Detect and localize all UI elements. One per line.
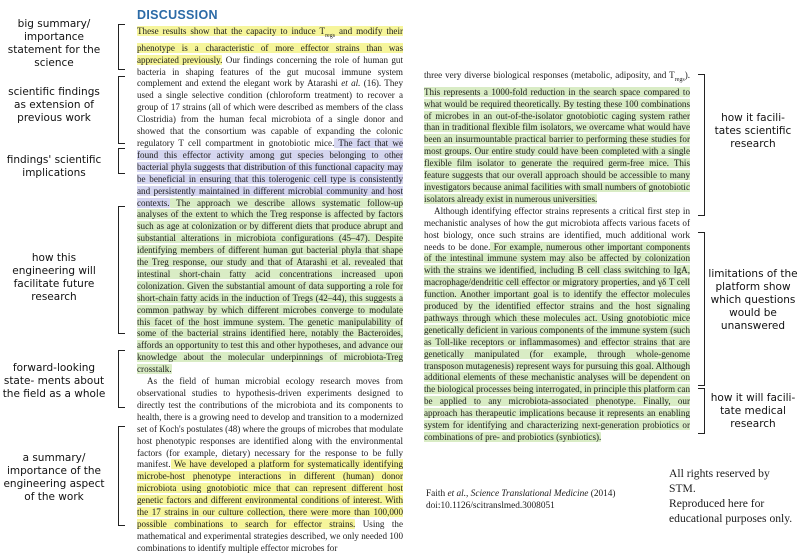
continued-text: three very diverse biological responses (metabolic, adiposity, and T xyxy=(424,70,675,80)
citation-journal: , Science Translational Medicine xyxy=(466,489,589,499)
annotation-limitations: limitations of the platform show which questions would be unanswered xyxy=(708,268,798,332)
citation-line xyxy=(426,488,666,500)
bracket xyxy=(118,350,125,408)
citation-credit xyxy=(426,488,666,512)
bracket xyxy=(698,74,705,216)
bracket xyxy=(698,388,705,434)
text-column-left xyxy=(137,26,403,555)
previous-work-text-cont: (16). They used a single selective condition (chloroform treatment) to recover a group of 17 strains (all of which were described as members of the class Clostridia) from the human fecal microbiota of a single donor and showed that the consortium was capable of expanding the colonic regulatory T cell compartment in gnotobiotic mice. xyxy=(137,78,403,148)
annotation-extension-previous-work: scientific findings as extension of previous work xyxy=(8,86,100,124)
text-column-right xyxy=(424,70,690,444)
paragraph xyxy=(424,206,690,444)
future-research-text: The approach we describe allows systematic follow-up analyses of the extent to which the Treg response is affected by factors such as age at colonization or by different diets that produce abrupt and substantial alterations in microbiota configurations (45–47). Despite identifying members of different human gut bacterial phyla that shape the Treg response, our study and that of Atarashi et al. revealed that intestinal short-chain fatty acid concentrations increased upon colonization. Given the substantial amount of data supporting a role for short-chain fatty acids in the induction of Tregs (42–44), this suggests a common pathway by which different microbes converge to modulate this facet of the host immune system. The genetic manipulability of some of the bacterial strains identified here, notably the Bacteroides, affords an opportunity to test this and other hypotheses, and advance our knowledge about the molecular underpinnings of microbiota-Treg crosstalk. xyxy=(137,197,403,375)
rights-line: All rights reserved by STM. xyxy=(669,467,770,495)
summary-statement-cont: and modify their phenotype is a characteristic of more effector strains than was appreciated previously. xyxy=(137,26,403,65)
annotation-engineering-summary: a summary/ importance of the engineering aspect of the work xyxy=(3,452,105,503)
paragraph-tail: Using the mathematical and experimental strategies described, we only needed 100 combinations to identify multiple effector microbes for xyxy=(137,518,403,553)
bracket xyxy=(118,148,125,174)
annotation-medical-research: how it will facili- tate medical research xyxy=(710,392,796,430)
annotation-facilitates-research: how it facili- tates scientific research xyxy=(714,112,792,150)
subscript: regs xyxy=(325,32,336,39)
continued-text-end: ). xyxy=(684,70,690,80)
bracket xyxy=(118,426,125,526)
rights-notice xyxy=(669,466,799,526)
annotation-facilitate-future-research: how this engineering will facilitate future research xyxy=(12,252,96,303)
citation-authors: Faith xyxy=(426,489,448,499)
engineering-summary-text: We have developed a platform for systematically identifying microbe-host phenotype interactions in different (human) donor microbiota using gnotobiotic mice that can represent different host genetic factors and different environmental conditions of interest. With the 17 strains in our culture collection, there were more than 100,000 possible combinations to search for effector strains. xyxy=(137,459,403,529)
section-heading: DISCUSSION xyxy=(137,8,218,22)
forward-looking-text: As the field of human microbial ecology research moves from observational studies to hypothesis-driven experiments designed to directly test the contributions of the microbiota and its components to health, there is a growing need to develop and transition to a modernized set of Koch's postulates (48) where the groups of microbes that modulate host phenotypic responses are identified along with the environmental factors (for example, dietary) necessary for the response to be fully manifest. xyxy=(137,376,403,470)
citation-etal: et al. xyxy=(447,489,467,499)
bracket xyxy=(118,76,125,144)
limitations-text: For example, numerous other important components of the intestinal immune system may also be affected by colonization with the strains we identified, including B cell class switching to IgA, macrophage/dendritic cell effector or migratory properties, and γδ T cell function. Another important goal is to identify the effector molecules produced by the identified effector strains and the host signaling pathways through which these molecules act. Using gnotobiotic mice genetically deficient in various components of the immune system (such as Toll-like receptors or inflammasomes) and effector strains that are genetically manipulated (for example, through whole-genome transposon mutagenesis) represent ways for pursuing this goal. Although additional elements of these mechanistic analyses will be dependent on the biological processes being interrogated, in principle this platform can be applied to any microbiota-associated phenotype. Finally, our approach has therapeutic implications because it represents an enabling system for identifying and characterizing next-generation probiotics or combinations of pre- and probiotics (synbiotics). xyxy=(424,241,690,442)
bracket xyxy=(118,24,125,70)
annotation-forward-looking: forward-looking state- ments about the field as a whole xyxy=(2,362,106,400)
previous-work-text: Our findings concerning the role of human gut bacteria in shaping features of the gut mucosal immune system complement and extend the elegant work by Atarashi xyxy=(137,54,404,89)
rights-line: educational purposes only. xyxy=(669,512,793,525)
citation-doi: doi:10.1126/scitranslmed.3008051 xyxy=(426,501,555,511)
subscript: regs xyxy=(674,76,685,83)
implications-text: The fact that we found this effector activity among gut species belonging to other bacterial phyla suggests that distribution of this functional capacity may be beneficial in ensuring that this tolerogenic cell type is consistently and persistently maintained in different microbial community and host contexts. xyxy=(137,137,403,208)
facilitates-research-text: This represents a 1000-fold reduction in the search space compared to what would be required theoretically. By testing these 100 combinations of microbes in an out-of-the-isolator gnotobiotic caging system rather than in traditional flexible film isolators, we overcame what would have been an insurmountable practical barrier to performing these studies for most groups. Our entire study could have been completed with a single flexible film isolator to generate the required germ-free mice. This feature suggests that our overall approach should be accessible to many investigators because animal facilities with small numbers of gnotobiotic isolators already exist in numerous universities. xyxy=(424,86,690,204)
bracket xyxy=(118,206,125,334)
summary-statement: These results show that the capacity to induce T xyxy=(137,26,326,36)
et-al: et al. xyxy=(341,78,361,89)
limitations-intro: Although identifying effector strains represents a critical first step in mechanistic analyses of how the gut microbiota affects various facets of host biology, once such strains are identified, much additional work needs to be done. xyxy=(424,205,690,252)
annotation-scientific-implications: findings' scientific implications xyxy=(6,154,102,179)
bracket xyxy=(698,232,705,386)
paragraph xyxy=(424,70,690,206)
paragraph xyxy=(137,376,403,555)
rights-line: Reproduced here for xyxy=(669,497,765,510)
citation-year: (2014) xyxy=(588,489,616,499)
annotation-summary-importance: big summary/ importance statement for the science xyxy=(7,18,101,69)
paragraph xyxy=(137,26,403,376)
